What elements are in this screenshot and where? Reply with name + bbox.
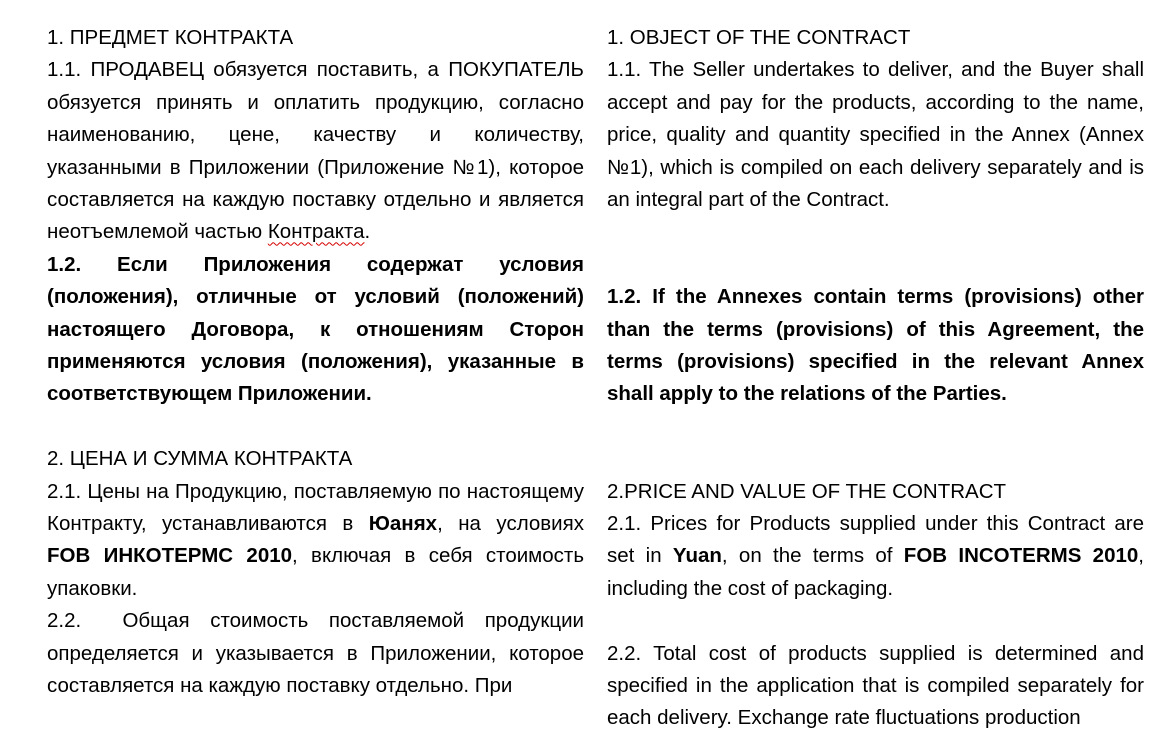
ru-clause-2-1-text-c: , включая в себя стоимость упаковки.	[47, 544, 584, 600]
russian-column	[47, 22, 590, 703]
en-clause-1-1: 1.1. The Seller undertakes to deliver, and the Buyer shall accept and pay for the products, according to the name, price, quality and quantity specified in the Annex (Annex №1), which is compiled on each delivery separately and is an integral part of the Contract.	[607, 58, 1144, 212]
en-clause-2-1-text-c: , including the cost of packaging.	[607, 544, 1144, 600]
en-clause-1-2: 1.2. If the Annexes contain terms (provisions) other than the terms (provisions) of this Agreement, the terms (provisions) specified in the relevant Annex shall apply to the relations of the Parties.	[607, 285, 1144, 406]
ru-clause-1-1-end: .	[364, 220, 371, 244]
ru-clause-2-1-currency: Юанях	[368, 512, 438, 536]
ru-clause-2-1-text-b: , на условиях	[437, 512, 584, 536]
en-spacer-3	[607, 605, 1144, 637]
en-heading-2: 2.PRICE AND VALUE OF THE CONTRACT	[607, 479, 1007, 503]
en-spacer-2	[607, 411, 1144, 476]
ru-heading-1: 1. ПРЕДМЕТ КОНТРАКТА	[47, 26, 294, 49]
en-clause-2-1	[607, 508, 1144, 605]
ru-heading-2: 2. ЦЕНА И СУММА КОНТРАКТА	[47, 447, 353, 471]
ru-clause-1-1	[47, 54, 584, 248]
ru-clause-2-1-incoterms: FOB ИНКОТЕРМС 2010	[47, 544, 293, 568]
ru-clause-2-1-text-a: 2.1. Цены на Продукцию, поставляемую по настоящему Контракту, устанавливаются в	[47, 479, 584, 536]
en-clause-2-1-incoterms: FOB INCOTERMS 2010	[903, 544, 1139, 568]
en-spacer-1	[607, 216, 1144, 281]
ru-clause-1-1-text: 1.1. ПРОДАВЕЦ обязуется поставить, а ПОКУПАТЕЛЬ обязуется принять и оплатить продукцию, согласно наименованию, цене, качеству и количеству, указанными в Приложении (Приложение №1), которое составляется на каждую поставку отдельно и является неотъемлемой частью	[47, 58, 584, 244]
en-clause-2-1-text-a: 2.1. Prices for Products supplied under this Contract are set in	[607, 512, 1144, 568]
en-heading-1: 1. OBJECT OF THE CONTRACT	[607, 26, 911, 49]
ru-spacer	[47, 411, 584, 443]
ru-clause-1-1-spellcheck-word[interactable]: Контракта	[267, 220, 365, 244]
en-clause-2-2: 2.2. Total cost of products supplied is determined and specified in the application that is compiled separately for each delivery. Exchange rate fluctuations production	[607, 641, 1144, 730]
ru-clause-1-2: 1.2. Если Приложения содержат условия (положения), отличные от условий (положений) настоящего Договора, к отношениям Сторон применяются условия (положения), указанные в соответствующем Приложении.	[47, 252, 584, 406]
ru-clause-2-2: 2.2. Общая стоимость поставляемой продукции определяется и указывается в Приложении, которое составляется на каждую поставку отдельно. При	[47, 609, 590, 698]
en-clause-2-1-currency: Yuan	[672, 544, 722, 568]
ru-clause-2-1	[47, 476, 584, 606]
english-column	[607, 22, 1144, 735]
en-clause-2-1-text-b: , on the terms of	[721, 544, 904, 568]
